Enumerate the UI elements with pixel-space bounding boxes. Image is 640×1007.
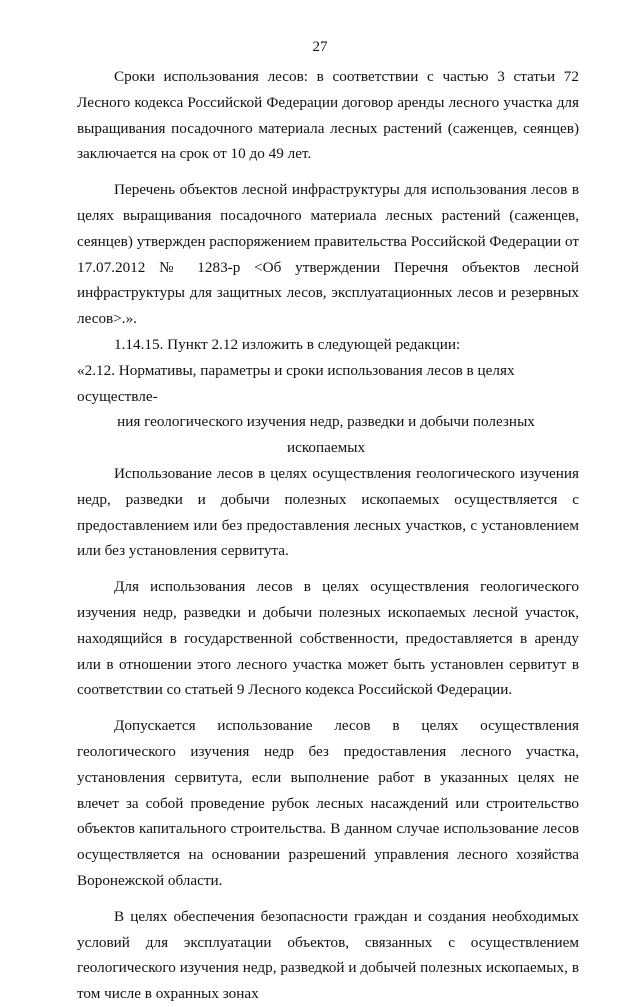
paragraph-amendment-note: 1.14.15. Пункт 2.12 изложить в следующей редакции: [114,335,461,353]
section-heading-line-1: «2.12. Нормативы, параметры и сроки использования лесов в целях осуществле- [77,361,515,405]
paragraph-infrastructure-list: Перечень объектов лесной инфраструктуры для использования лесов в целях выращивания посадочного материала лесных растений (саженцев, сеянцев) утвержден распоряжением правительства Российской Федерации от 17.07.2012 № 1283-р <Об утверждении Перечня объектов лесной инфраструктуры для защитных лесов, эксплуатационных лесов и резервных лесов>.». [77,181,579,328]
page-number: 27 [312,39,328,55]
document-body [77,64,579,1007]
paragraph-safety: В целях обеспечения безопасности граждан и создания необходимых условий для эксплуатации объектов, связанных с осуществлением геологического изучения недр, разведкой и добычей полезных ископаемых, в том числе в охранных зонах [77,907,579,1003]
paragraph-forest-use-modes: Использование лесов в целях осуществления геологического изучения недр, разведки и добычи полезных ископаемых осуществляется с предоставлением или без предоставления лесных участков, с установлением или без установления сервитута. [77,464,579,560]
paragraph-lease-servitude: Для использования лесов в целях осуществления геологического изучения недр, разведки и добычи полезных ископаемых лесной участок, находящийся в государственной собственности, предоставляется в аренду или в отношении этого лесного участка может быть установлен сервитут в соответствии со статьей 9 Лесного кодекса Российской Федерации. [77,578,579,699]
section-heading-line-2: ния геологического изучения недр, разведки и добычи полезных ископаемых [117,413,535,457]
section-heading [77,358,579,461]
paragraph-lease-term: Сроки использования лесов: в соответствии с частью 3 статьи 72 Лесного кодекса Российской Федерации договор аренды лесного участка для выращивания посадочного материала лесных растений (саженцев, сеянцев) заключается на срок от 10 до 49 лет. [77,68,579,163]
paragraph-without-plot: Допускается использование лесов в целях осуществления геологического изучения недр без предоставления лесного участка, установления сервитута, если выполнение работ в указанных целях не влечет за собой проведение рубок лесных насаждений или строительство объектов капитального строительства. В данном случае использование лесов осуществляется на основании разрешений управления лесного хозяйства Воронежской области. [77,717,579,889]
